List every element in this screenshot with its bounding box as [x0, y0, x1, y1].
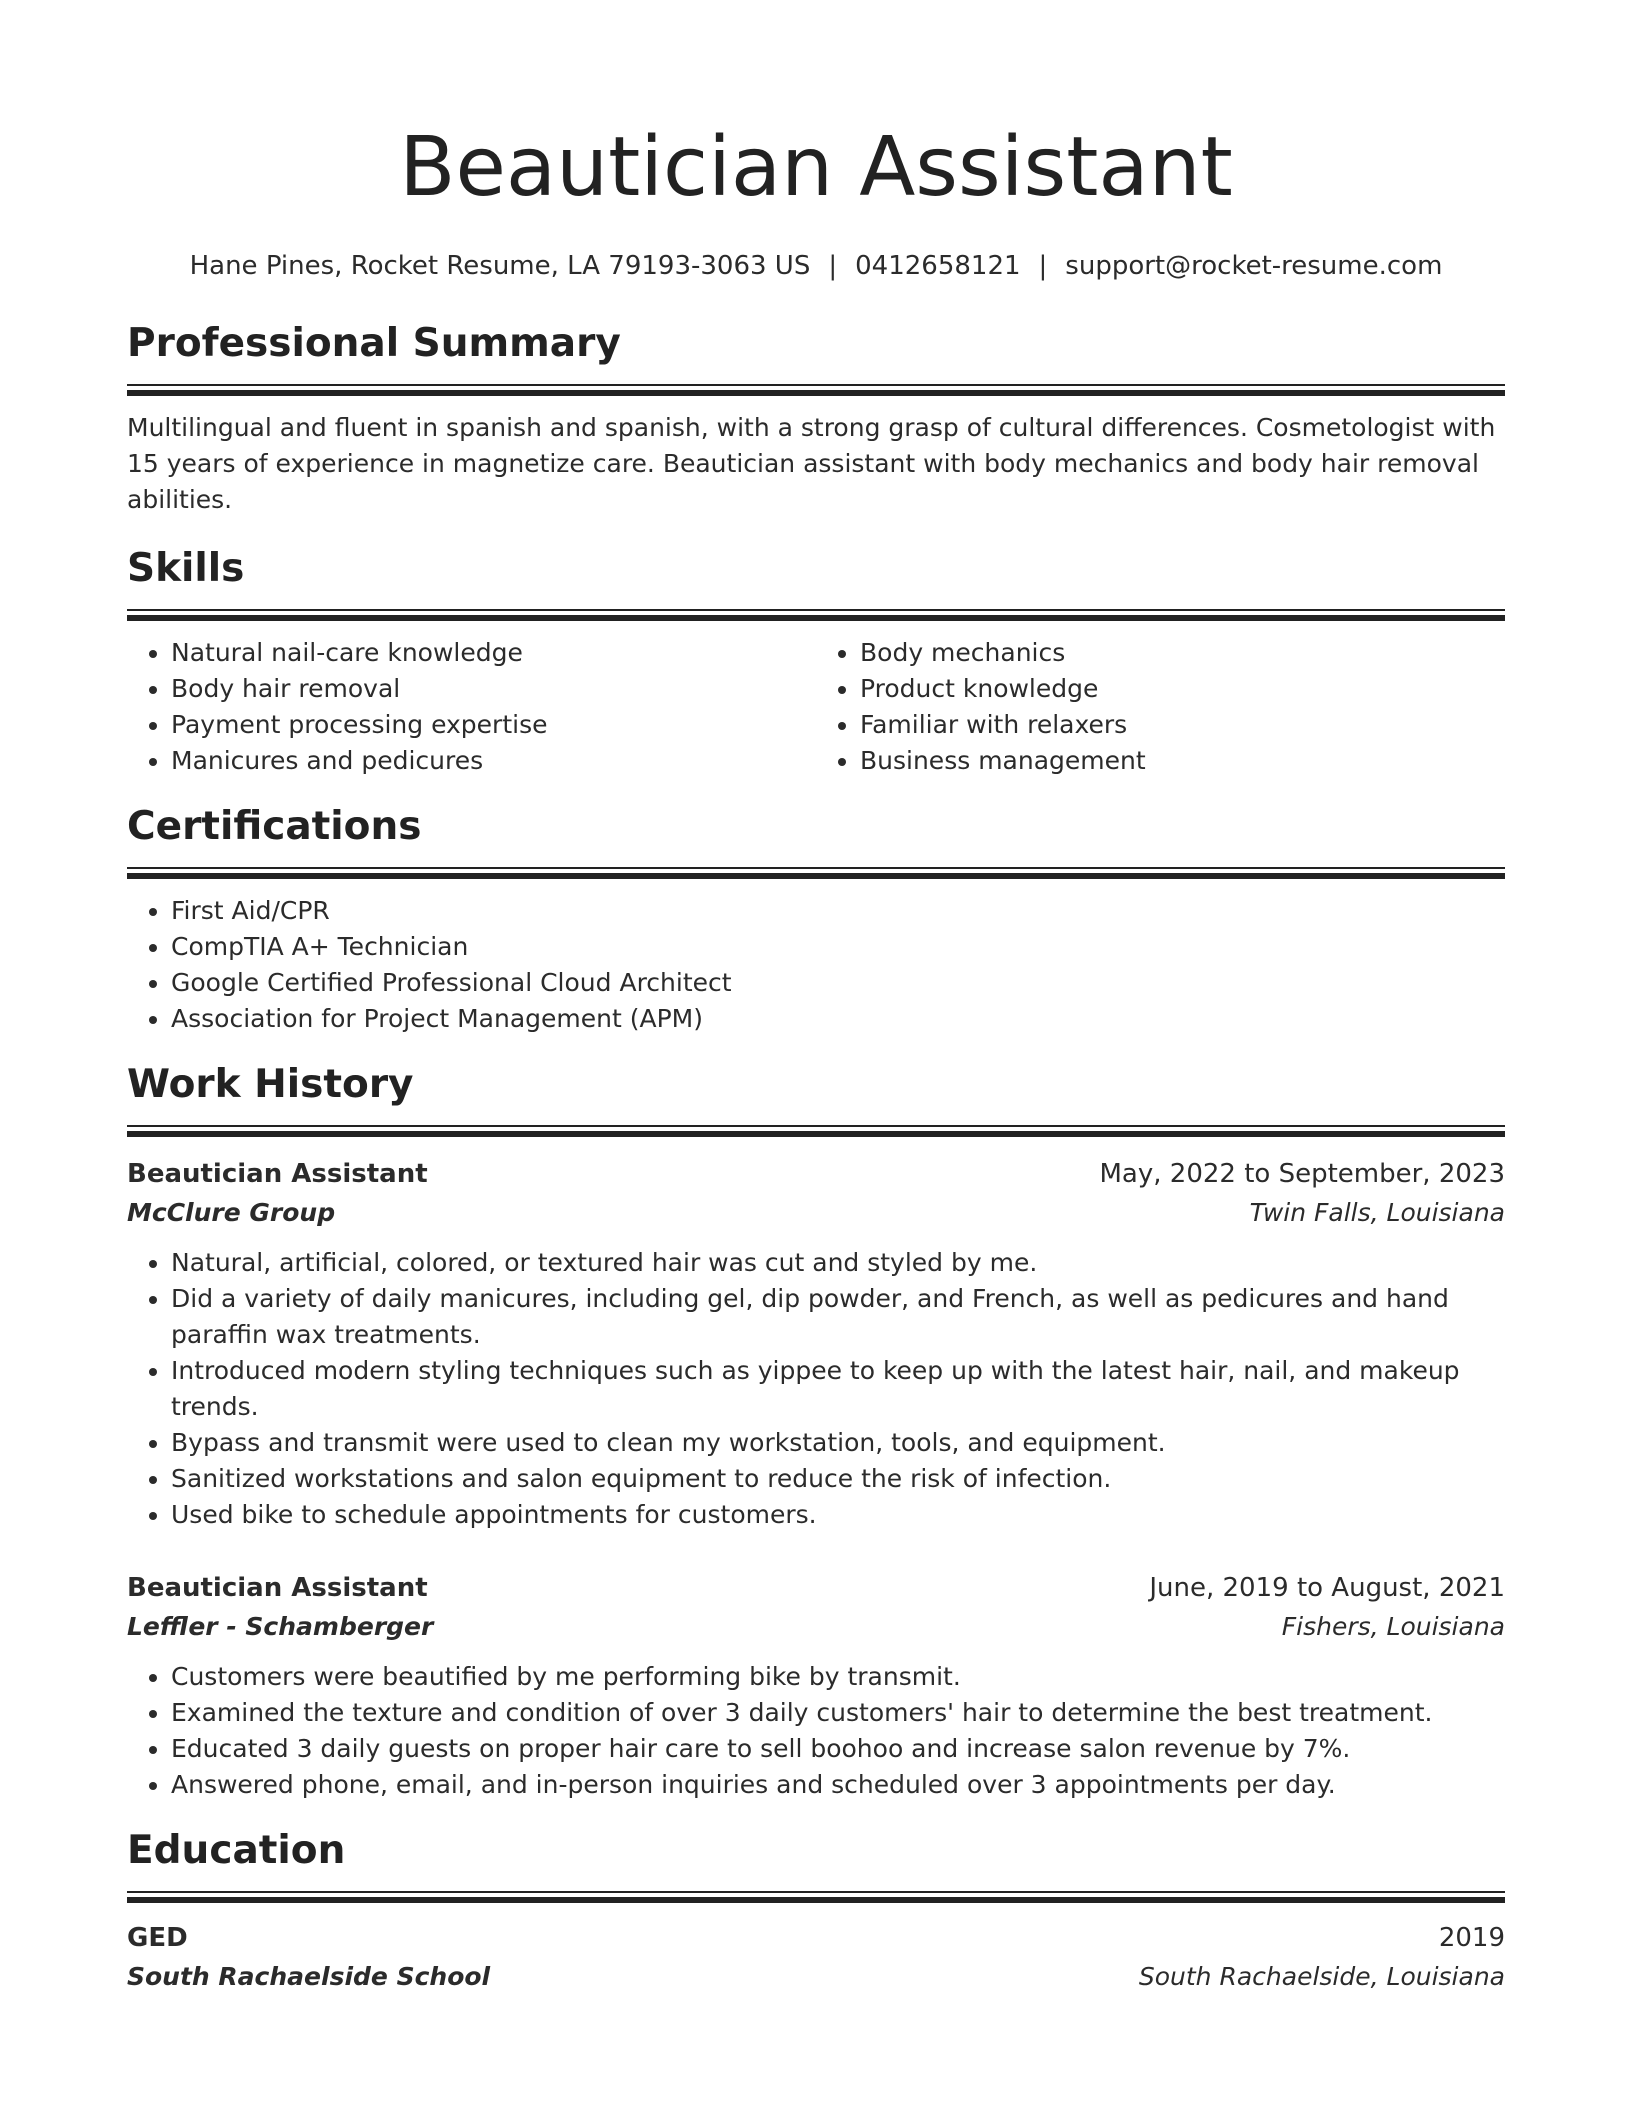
job-bullet: • Sanitized workstations and salon equipment to reduce the risk of infection. — [171, 1461, 1505, 1497]
job-dates: May, 2022 to September, 2023 — [1099, 1159, 1505, 1189]
skill-item: • Payment processing expertise — [171, 707, 816, 743]
job-location: Fishers, Louisiana — [1281, 1612, 1505, 1641]
job-entry — [127, 1569, 1505, 1803]
contact-separator: | — [1038, 251, 1048, 281]
job-company: Leffler - Schamberger — [127, 1612, 434, 1641]
education-location: South Rachaelside, Louisiana — [1138, 1962, 1505, 1991]
summary-text: Multilingual and fluent in spanish and spanish, with a strong grasp of cultural differences. Cosmetologist with 15 years of experience in magnetize care. Beautician assistant with body mechanics and body hair removal abilities. — [127, 413, 1496, 514]
skills-columns — [127, 635, 1505, 779]
job-company: McClure Group — [127, 1198, 336, 1227]
skill-item: • Product knowledge — [860, 671, 1505, 707]
job-dates: June, 2019 to August, 2021 — [1149, 1573, 1505, 1603]
contact-phone: 0412658121 — [855, 251, 1021, 281]
section-title-summary: Professional Summary — [127, 321, 621, 366]
skills-list-left — [127, 635, 816, 779]
job-bullet: • Used bike to schedule appointments for customers. — [171, 1497, 1505, 1533]
section-divider — [127, 1891, 1505, 1903]
certification-item: • Google Certified Professional Cloud Architect — [171, 965, 1505, 1001]
job-entry — [127, 1155, 1505, 1533]
certifications-section — [127, 801, 1505, 1037]
section-divider — [127, 867, 1505, 879]
contact-address: Hane Pines, Rocket Resume, LA 79193-3063 US — [189, 251, 811, 281]
job-bullet: • Did a variety of daily manicures, including gel, dip powder, and French, as well as pedicures and hand paraffin wax treatments. — [171, 1281, 1505, 1353]
job-bullet: • Customers were beautified by me performing bike by transmit. — [171, 1659, 1505, 1695]
skill-item: • Familiar with relaxers — [860, 707, 1505, 743]
job-bullets — [127, 1245, 1505, 1533]
contact-separator: | — [828, 251, 838, 281]
section-title-education: Education — [127, 1828, 346, 1873]
section-title-skills: Skills — [127, 546, 245, 591]
education-degree: GED — [127, 1923, 188, 1953]
contact-line — [127, 248, 1505, 284]
section-divider — [127, 609, 1505, 621]
certifications-list — [127, 893, 1505, 1037]
skill-item: • Business management — [860, 743, 1505, 779]
certification-item: • CompTIA A+ Technician — [171, 929, 1505, 965]
education-entry — [127, 1919, 1505, 1997]
education-school: South Rachaelside School — [127, 1962, 491, 1991]
skill-item: • Body mechanics — [860, 635, 1505, 671]
skills-section — [127, 543, 1505, 779]
skills-list-right — [816, 635, 1505, 779]
resume-name: Beautician Assistant — [399, 120, 1233, 215]
job-bullet: • Examined the texture and condition of over 3 daily customers' hair to determine the best treatment. — [171, 1695, 1505, 1731]
contact-email: support@rocket-resume.com — [1065, 251, 1443, 281]
section-divider — [127, 384, 1505, 396]
job-title: Beautician Assistant — [127, 1159, 428, 1189]
job-bullets — [127, 1659, 1505, 1803]
job-bullet: • Bypass and transmit were used to clean my workstation, tools, and equipment. — [171, 1425, 1505, 1461]
job-location: Twin Falls, Louisiana — [1249, 1198, 1505, 1227]
certification-item: • Association for Project Management (APM) — [171, 1001, 1505, 1037]
section-title-work-history: Work History — [127, 1062, 414, 1107]
work-history-section — [127, 1059, 1505, 1803]
summary-section — [127, 318, 1505, 518]
skill-item: • Natural nail-care knowledge — [171, 635, 816, 671]
section-divider — [127, 1125, 1505, 1137]
education-section — [127, 1825, 1505, 1997]
education-year: 2019 — [1438, 1923, 1505, 1953]
job-bullet: • Introduced modern styling techniques such as yippee to keep up with the latest hair, nail, and makeup trends. — [171, 1353, 1505, 1425]
job-bullet: • Natural, artificial, colored, or textured hair was cut and styled by me. — [171, 1245, 1505, 1281]
skill-item: • Manicures and pedicures — [171, 743, 816, 779]
job-bullet: • Answered phone, email, and in-person inquiries and scheduled over 3 appointments per day. — [171, 1767, 1505, 1803]
certification-item: • First Aid/CPR — [171, 893, 1505, 929]
job-bullet: • Educated 3 daily guests on proper hair care to sell boohoo and increase salon revenue by 7%. — [171, 1731, 1505, 1767]
section-title-certifications: Certifications — [127, 804, 422, 849]
skill-item: • Body hair removal — [171, 671, 816, 707]
job-title: Beautician Assistant — [127, 1573, 428, 1603]
